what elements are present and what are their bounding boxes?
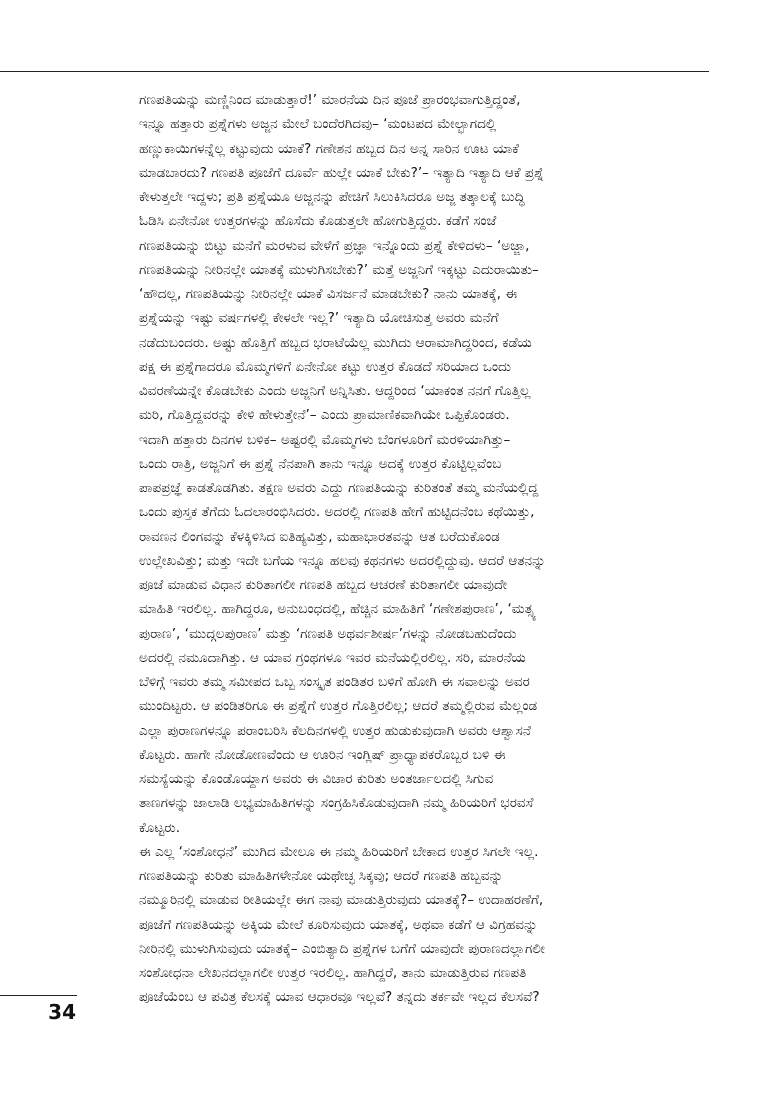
text-line: ಪುರಾಣ’, ‘ಮುದ್ಗಲಪುರಾಣ’ ಮತ್ತು ‘ಗಣಪತಿ ಅಥರ್ವಶೀರ್ಷ’ಗಳನ್ನು ನೋಡಬಹುದೆಂದು xyxy=(139,625,517,642)
text-line: ‘ಹೌದಲ್ಲ, ಗಣಪತಿಯನ್ನು ನೀರಿನಲ್ಲೇ ಯಾಕೆ ವಿಸರ್ಜನೆ ಮಾಡಬೇಕು? ನಾನು ಯಾತಕ್ಕೆ, ಈ xyxy=(139,286,518,302)
footer-rule xyxy=(0,995,77,996)
text-line: ಗಣಪತಿಯನ್ನು ಬಿಟ್ಟು ಮನೆಗೆ ಮರಳುವ ವೇಳೆಗೆ ಪ್ರಜ್ಞಾ ಇನ್ನೊಂದು ಪ್ರಶ್ನೆ ಕೇಳಿದಳು– ‘ಅಜ್ಜಾ, xyxy=(139,237,530,254)
text-line: ಪೂಜೆಯೆಂಬ ಆ ಪವಿತ್ರ ಕೆಲಸಕ್ಕೆ ಯಾವ ಆಧಾರವೂ ಇಲ್ಲವೆ? ತನ್ನದು ತರ್ಕವೇ ಇಲ್ಲದ ಕೆಲಸವೆ? xyxy=(139,989,540,1006)
text-line: ಇನ್ನೂ ಹತ್ತಾರು ಪ್ರಶ್ನೆಗಳು ಅಜ್ಜನ ಮೇಲೆ ಬಂದೆರಗಿದವು– ‘ಮಂಟಪದ ಮೇಲ್ಭಾಗದಲ್ಲಿ xyxy=(139,116,497,133)
text-line: ಓಡಿಸಿ ಏನೇನೋ ಉತ್ತರಗಳನ್ನು ಹೊಸೆದು ಕೊಡುತ್ತಲೇ ಹೋಗುತ್ತಿದ್ದರು. ಕಡೆಗೆ ಸಂಜೆ xyxy=(139,213,497,230)
text-line: ಕೊಟ್ಟರು. xyxy=(139,819,181,836)
text-line: ಮುಂದಿಟ್ಟರು. ಆ ಪಂಡಿತರಿಗೂ ಈ ಪ್ರಶ್ನೆಗೆ ಉತ್ತರ ಗೊತ್ತಿರಲಿಲ್ಲ; ಆದರೆ ತಮ್ಮಲ್ಲಿರುವ ಮೆಲ್ಲಂಡ xyxy=(139,698,538,715)
text-line: ಮರಿ, ಗೊತ್ತಿದ್ದವರನ್ನು ಕೇಳಿ ಹೇಳುತ್ತೇನೆ’– ಎಂದು ಪ್ರಾಮಾಣಿಕವಾಗಿಯೇ ಒಪ್ಪಿಕೊಂಡರು. xyxy=(139,407,510,424)
text-line: ಕೊಟ್ಟರು. ಹಾಗೇ ನೋಡೋಣವೆಂದು ಆ ಊರಿನ ಇಂಗ್ಲಿಷ್ ಪ್ರಾಧ್ಯಾಪಕರೊಬ್ಬರ ಬಳಿ ಈ xyxy=(139,746,506,763)
text-line: ಮಾಹಿತಿ ಇರಲಿಲ್ಲ. ಹಾಗಿದ್ದರೂ, ಅನುಬಂಧದಲ್ಲಿ, ಹೆಚ್ಚಿನ ಮಾಹಿತಿಗೆ ‘ಗಣೇಶಪುರಾಣ’, ‘ಮತ್ಸ್ಯ xyxy=(139,601,536,618)
text-line: ಮಾಡಬಾರದು? ಗಣಪತಿ ಪೂಜೆಗೆ ದೂರ್ವೆ ಹುಲ್ಲೇ ಯಾಕೆ ಬೇಕು?’– ಇತ್ಯಾದಿ ಇತ್ಯಾದಿ ಆಕೆ ಪ್ರಶ್ನೆ xyxy=(139,164,545,181)
text-line: ಒಂದು ಪುಸ್ತಕ ತೆಗೆದು ಓದಲಾರಂಭಿಸಿದರು. ಅದರಲ್ಲಿ ಗಣಪತಿ ಹೇಗೆ ಹುಟ್ಟಿದನೆಂಬ ಕಥೆಯಿತ್ತು, xyxy=(139,504,535,521)
text-line: ರಾವಣನ ಲಿಂಗವನ್ನು ಕೆಳಕ್ಕಿಳಿಸಿದ ಐತಿಹ್ಯವಿತ್ತು, ಮಹಾಭಾರತವನ್ನು ಆತ ಬರೆದುಕೊಂಡ xyxy=(139,528,500,545)
text-line: ಪೂಜೆಗೆ ಗಣಪತಿಯನ್ನು ಅಕ್ಕಿಯ ಮೇಲೆ ಕೂರಿಸುವುದು ಯಾತಕ್ಕೆ, ಅಥವಾ ಕಡೆಗೆ ಆ ವಿಗ್ರಹವನ್ನು xyxy=(139,916,538,933)
text-line: ಗಣಪತಿಯನ್ನು ಮಣ್ಣಿನಿಂದ ಮಾಡುತ್ತಾರೆ!’ ಮಾರನೆಯ ದಿನ ಪೂಜೆ ಪ್ರಾರಂಭವಾಗುತ್ತಿದ್ದಂತೆ, xyxy=(139,92,521,108)
text-line: ಹಣ್ಣುಕಾಯಿಗಳನ್ನೆಲ್ಲ ಕಟ್ಟುವುದು ಯಾಕೆ? ಗಣೇಶನ ಹಬ್ಬದ ದಿನ ಅನ್ನ ಸಾರಿನ ಊಟ ಯಾಕೆ xyxy=(139,140,519,157)
text-line: ಈ ಎಲ್ಲ ‘ಸಂಶೋಧನೆ’ ಮುಗಿದ ಮೇಲೂ ಈ ನಮ್ಮ ಹಿರಿಯರಿಗೆ ಬೇಕಾದ ಉತ್ತರ ಸಿಗಲೇ ಇಲ್ಲ. xyxy=(139,843,539,860)
text-line: ನಮ್ಮೂರಿನಲ್ಲಿ ಮಾಡುವ ರೀತಿಯಲ್ಲೇ ಈಗ ನಾವು ಮಾಡುತ್ತಿರುವುದು ಯಾತಕ್ಕೆ?– ಉದಾಹರಣೆಗೆ, xyxy=(139,892,544,909)
body-text xyxy=(139,88,687,1010)
text-line: ವಿವರಣೆಯನ್ನೇ ಕೊಡಬೇಕು ಎಂದು ಅಜ್ಜನಿಗೆ ಅನ್ನಿಸಿತು. ಆದ್ದರಿಂದ ‘ಯಾಕಂತ ನನಗೆ ಗೊತ್ತಿಲ್ಲ xyxy=(139,383,531,399)
text-line: ಬೆಳಿಗ್ಗೆ ಇವರು ತಮ್ಮ ಸಮೀಪದ ಒಬ್ಬ ಸಂಸ್ಕೃತ ಪಂಡಿತರ ಬಳಿಗೆ ಹೋಗಿ ಈ ಸವಾಲನ್ನು ಅವರ xyxy=(139,674,530,690)
page-number: 34 xyxy=(48,1000,76,1024)
text-line: ಪೂಜೆ ಮಾಡುವ ವಿಧಾನ ಕುರಿತಾಗಲೀ ಗಣಪತಿ ಹಬ್ಬದ ಆಚರಣೆ ಕುರಿತಾಗಲೀ ಯಾವುದೇ xyxy=(139,577,508,593)
text-line: ಒಂದು ರಾತ್ರಿ, ಅಜ್ಜನಿಗೆ ಈ ಪ್ರಶ್ನೆ ನೆನಪಾಗಿ ತಾನು ಇನ್ನೂ ಅದಕ್ಕೆ ಉತ್ತರ ಕೊಟ್ಟಿಲ್ಲವೆಂಬ xyxy=(139,455,502,472)
text-line: ಪಾಪಪ್ರಜ್ಞೆ ಕಾಡತೊಡಗಿತು. ತಕ್ಷಣ ಅವರು ಎದ್ದು ಗಣಪತಿಯನ್ನು ಕುರಿತಂತೆ ತಮ್ಮ ಮನೆಯಲ್ಲಿದ್ದ xyxy=(139,480,539,496)
text-line: ಉಲ್ಲೇಖವಿತ್ತು; ಮತ್ತು ಇದೇ ಬಗೆಯ ಇನ್ನೂ ಹಲವು ಕಥನಗಳು ಅದರಲ್ಲಿದ್ದುವು. ಆದರೆ ಆತನನ್ನು xyxy=(139,552,546,569)
text-line: ನೀರಿನಲ್ಲಿ ಮುಳುಗಿಸುವುದು ಯಾತಕ್ಕೆ– ಎಂಬಿತ್ಯಾದಿ ಪ್ರಶ್ನೆಗಳ ಬಗೆಗೆ ಯಾವುದೇ ಪುರಾಣದಲ್ಲಾಗಲೀ xyxy=(139,940,545,957)
text-line: ಸಂಶೋಧನಾ ಲೇಖನದಲ್ಲಾಗಲೀ ಉತ್ತರ ಇರಲಿಲ್ಲ. ಹಾಗಿದ್ದರೆ, ತಾನು ಮಾಡುತ್ತಿರುವ ಗಣಪತಿ xyxy=(139,965,527,981)
header-rule xyxy=(0,71,709,72)
text-line: ಕೇಳುತ್ತಲೇ ಇದ್ದಳು; ಪ್ರತಿ ಪ್ರಶ್ನೆಯೂ ಅಜ್ಜನನ್ನು ಪೇಚಿಗೆ ಸಿಲುಕಿಸಿದರೂ ಅಜ್ಜ ತತ್ಕಾಲಕ್ಕೆ ಬುದ್ಧಿ xyxy=(139,189,525,205)
text-line: ಅದರಲ್ಲಿ ನಮೂದಾಗಿತ್ತು. ಆ ಯಾವ ಗ್ರಂಥಗಳೂ ಇವರ ಮನೆಯಲ್ಲಿರಲಿಲ್ಲ. ಸರಿ, ಮಾರನೆಯ xyxy=(139,649,526,666)
text-line: ಎಲ್ಲಾ ಪುರಾಣಗಳನ್ನೂ ಪರಾಂಬರಿಸಿ ಕೆಲದಿನಗಳಲ್ಲಿ ಉತ್ತರ ಹುಡುಕುವುದಾಗಿ ಅವರು ಆಶ್ವಾಸನೆ xyxy=(139,722,531,739)
text-line: ಪ್ರಶ್ನೆಯನ್ನು ಇಷ್ಟು ವರ್ಷಗಳಲ್ಲಿ ಕೇಳಲೇ ಇಲ್ಲ?’ ಇತ್ಯಾದಿ ಯೋಚಿಸುತ್ತ ಅವರು ಮನೆಗೆ xyxy=(139,310,499,327)
text-line: ಸಮಸ್ಯೆಯನ್ನು ಕೊಂಡೊಯ್ದಾಗ ಅವರು ಈ ವಿಚಾರ ಕುರಿತು ಅಂತರ್ಜಾಲದಲ್ಲಿ ಸಿಗುವ xyxy=(139,771,494,787)
text-line: ಇದಾಗಿ ಹತ್ತಾರು ದಿನಗಳ ಬಳಿಕ– ಅಷ್ಟರಲ್ಲಿ ಮೊಮ್ಮಗಳು ಬೆಂಗಳೂರಿಗೆ ಮರಳಿಯಾಗಿತ್ತು– xyxy=(139,431,511,448)
text-line: ನಡೆದುಬಂದರು. ಅಷ್ಟು ಹೊತ್ತಿಗೆ ಹಬ್ಬದ ಭರಾಟೆಯೆಲ್ಲ ಮುಗಿದು ಆರಾಮಾಗಿದ್ದರಿಂದ, ಕಡೆಯ xyxy=(139,334,532,351)
text-line: ಗಣಪತಿಯನ್ನು ಕುರಿತು ಮಾಹಿತಿಗಳೇನೋ ಯಥೇಚ್ಛ ಸಿಕ್ಕವು; ಆದರೆ ಗಣಪತಿ ಹಬ್ಬವನ್ನು xyxy=(139,868,504,884)
text-line: ಗಣಪತಿಯನ್ನು ನೀರಿನಲ್ಲೇ ಯಾತಕ್ಕೆ ಮುಳುಗಿಸಬೇಕು?’ ಮತ್ತೆ ಅಜ್ಜನಿಗೆ ಇಕ್ಕಟ್ಟು ಎದುರಾಯಿತು– xyxy=(139,261,539,278)
text-line: ಪಕ್ಷ ಈ ಪ್ರಶ್ನೆಗಾದರೂ ಮೊಮ್ಮಗಳಿಗೆ ಏನೇನೋ ಕಟ್ಟು ಉತ್ತರ ಕೊಡದೆ ಸರಿಯಾದ ಒಂದು xyxy=(139,358,512,375)
text-line: ತಾಣಗಳನ್ನು ಜಾಲಾಡಿ ಲಭ್ಯಮಾಹಿತಿಗಳನ್ನು ಸಂಗ್ರಹಿಸಿಕೊಡುವುದಾಗಿ ನಮ್ಮ ಹಿರಿಯರಿಗೆ ಭರವಸೆ xyxy=(139,795,534,812)
